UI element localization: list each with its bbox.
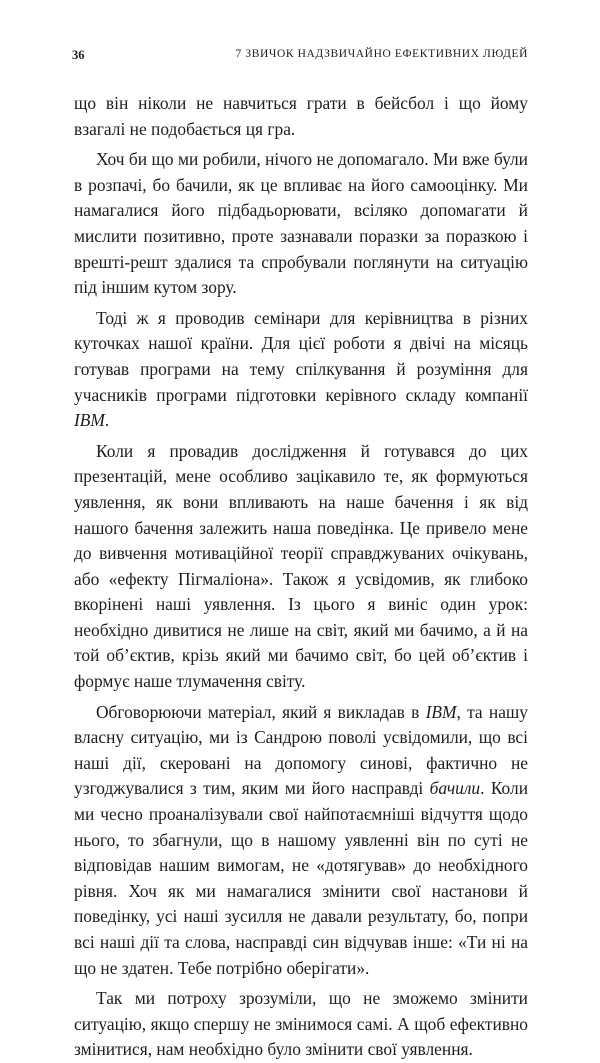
text-run: що він ніколи не навчиться грати в бейсбол і що йому взагалі не подобається ця гра.	[74, 93, 528, 139]
italic-term: бачили	[429, 778, 481, 799]
running-title: 7 ЗВИЧОК НАДЗВИЧАЙНО ЕФЕКТИВНИХ ЛЮДЕЙ	[235, 48, 528, 60]
text-run: Коли я провадив дослідження й готувався до цих презентацій, мене особливо зацікавило те, як формуються уявлення, як вони впливають на наше бачення і як від нашого бачення залежить наша поведінка. Це привело мене до вивчення мотиваційної теорії справджуваних очікувань, або «ефекту Пігмаліона». Також я усвідомив, як глибоко вкорінені наші уявлення. Із цього я виніс один урок: необхідно дивитися не лише на світ, який ми бачимо, а й на той об’єктив, крізь який ми бачимо світ, бо цей об’єктив і формує наше тлумачення світу.	[74, 440, 528, 692]
page-header	[72, 48, 528, 68]
text-run: Хоч би що ми робили, нічого не допомагало. Ми вже були в розпачі, бо бачили, як це впливає на його самооцінку. Ми намагалися його підбадьорювати, всіляко допомагати й мислити позитивно, проте зазнавали поразки за поразкою і врешті-решт здалися та спробували поглянути на ситуацію під іншим кутом зору.	[74, 149, 528, 298]
paragraph-1	[74, 91, 528, 142]
italic-term: IBM	[74, 410, 105, 431]
paragraph-2	[74, 147, 528, 301]
paragraph-6	[74, 986, 528, 1063]
text-run: , та нашу власну ситуацію, ми із Сандрою поволі усвідомили, що всі наші дії, скеровані на допомогу синові, фактично не узгоджувалися з тим, яким ми його насправді	[74, 701, 529, 799]
paragraph-3	[74, 306, 528, 434]
text-run: Так ми потроху зрозуміли, що не зможемо змінити ситуацію, якщо спершу не змінимося самі. А щоб ефективно змінитися, нам необхідно було змінити свої уявлення.	[74, 988, 528, 1060]
text-run: .	[104, 410, 110, 431]
italic-term: IBM	[425, 701, 457, 722]
page-number: 36	[72, 48, 85, 62]
paragraph-4	[74, 439, 528, 695]
text-run: Тоді ж я проводив семінари для керівництва в різних куточках нашої країни. Для цієї роботи я двічі на місяць готував програми на тему спілкування й розуміння для учасників програми підготовки керівного складу компанії	[74, 307, 528, 405]
paragraph-5	[74, 700, 528, 982]
text-run: . Коли ми чесно проаналізували свої найпотаємніші відчуття щодо нього, то збагнули, що в нашому уявленні він по суті не відповідав нашим вимогам, не «дотягував» до необхідного рівня. Хоч як ми намагалися змінити свої настанови й поведінку, усі наші зусилля не давали результату, бо, попри всі наші дії та слова, насправді син відчував інше: «Ти ні на що не здатен. Тебе потрібно оберігати».	[74, 778, 529, 978]
text-body	[74, 91, 528, 1063]
text-run: Обговорюючи матеріал, який я викладав в	[96, 701, 426, 722]
